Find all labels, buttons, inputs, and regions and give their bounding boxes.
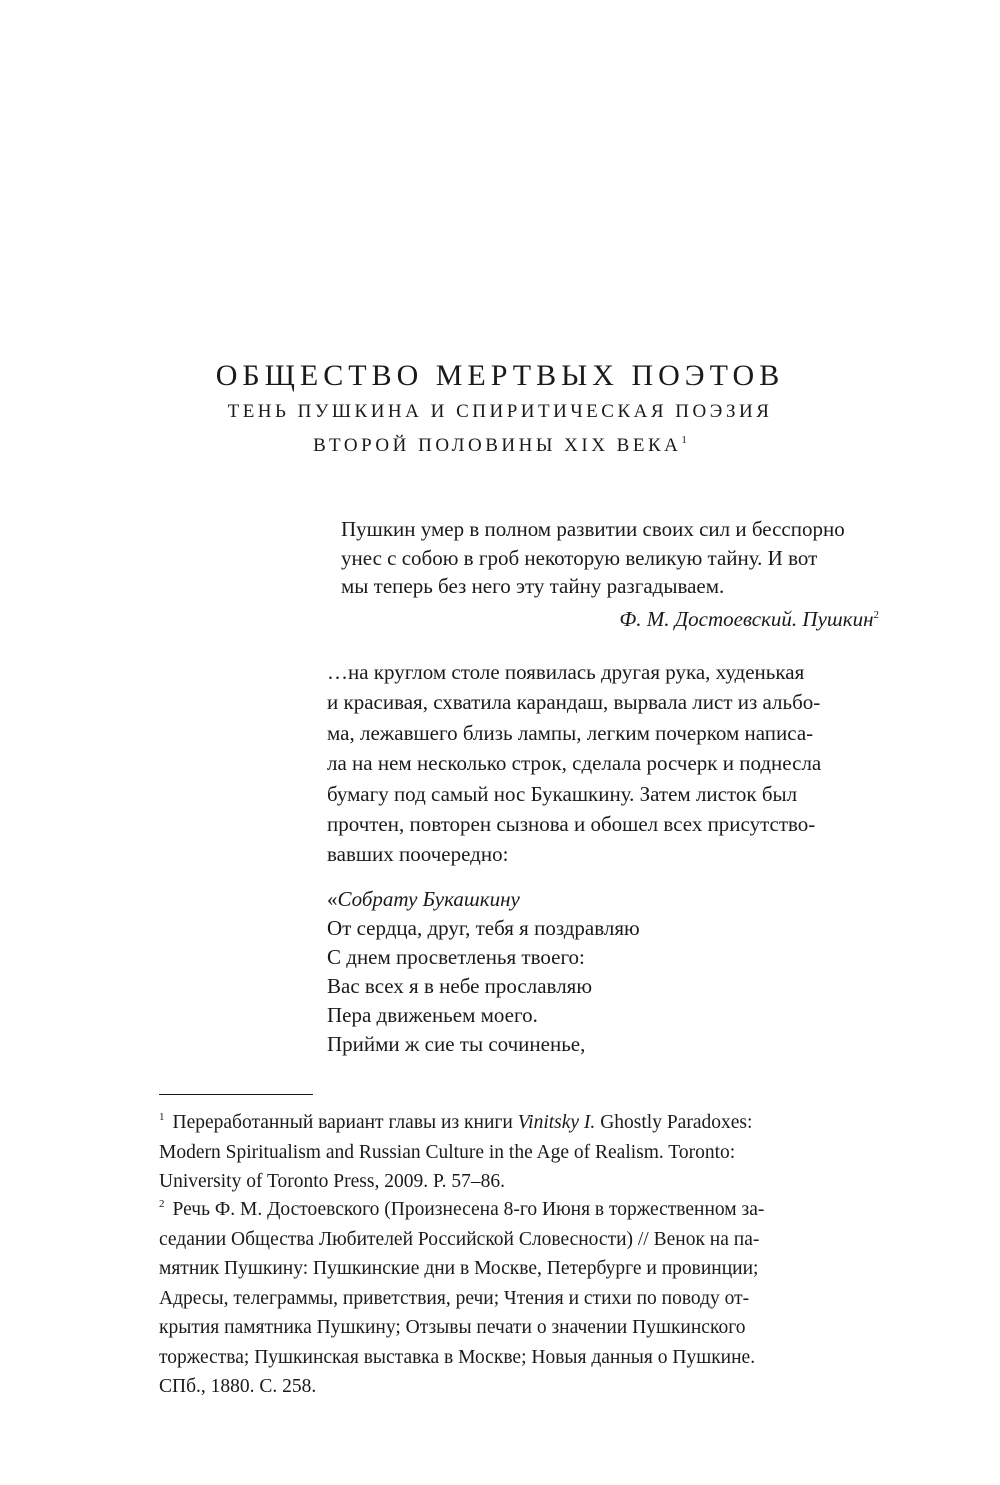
footnote-1-line [159,1103,879,1138]
footnote-2-number: 2 [159,1198,165,1210]
footnote-2-line: крытия памятника Пушкину; Отзывы печати о значении Пушкинского [159,1317,746,1338]
seance-poem [327,885,879,1059]
epigraph-line: Пушкин умер в полном развитии своих сил и бесспорно [341,517,845,541]
epigraph2-line: ма, лежавшего близь лампы, легким почерком написа- [327,720,814,745]
footnote-2-text: Речь Ф. М. Достоевского (Произнесена 8-го Июня в торжественном за- [172,1199,765,1220]
epigraph2-line: …на круглом столе появилась другая рука, худенькая [327,660,805,684]
footnote-ref-2[interactable]: 2 [873,608,879,621]
poem-line: Пера движеньем моего. [327,1003,538,1027]
subtitle-text-1: ТЕНЬ ПУШКИНА И СПИРИТИЧЕСКАЯ ПОЭЗИЯ [227,401,773,422]
footnote-2 [159,1190,879,1402]
subtitle-text-2: ВТОРОЙ ПОЛОВИНЫ XIX ВЕКА [313,435,682,456]
footnote-1-text: Переработанный вариант главы из книги [172,1112,518,1133]
epigraph-seance [327,657,879,870]
epigraph2-line: бумагу под самый нос Букашкину. Затем листок был [327,781,798,806]
chapter-subtitle-line-2 [0,426,1000,460]
footnote-2-line: седании Общества Любителей Российской Словесности) // Венок на па- [159,1228,760,1250]
footnote-1 [159,1103,879,1197]
epigraph-line: унес с собою в гроб некоторую великую тайну. И вот [341,545,818,570]
poem-line: Вас всех я в небе прославляю [327,974,593,998]
chapter-subtitle-line-1 [0,398,1000,426]
footnote-2-line: СПб., 1880. С. 258. [159,1376,317,1397]
footnote-2-line: мятник Пушкину: Пушкинские дни в Москве, Петербурге и провинции; [159,1258,759,1279]
epigraph-line: мы теперь без него эту тайну разгадываем. [341,574,725,598]
footnote-separator [159,1094,313,1095]
attribution-text: Ф. М. Достоевский. Пушкин [619,606,874,631]
epigraph2-line: и красивая, схватила карандаш, вырвала лист из альбо- [327,690,821,715]
footnote-1-line: Modern Spiritualism and Russian Culture in the Age of Realism. Toronto: [159,1141,736,1163]
epigraph2-line: ла на нем несколько строк, сделала росчерк и поднесла [327,751,822,776]
footnote-1-line: University of Toronto Press, 2009. P. 57–86. [159,1171,506,1192]
poem-line: Прийми ж сие ты сочиненье, [327,1032,586,1056]
footnote-2-line: Адресы, телеграммы, приветствия, речи; Чтения и стихи по поводу от- [159,1287,750,1309]
poem-heading [327,885,879,914]
epigraph-dostoevsky [341,515,879,633]
footnote-1-title: Ghostly Paradoxes: [595,1112,753,1133]
footnote-1-author: Vinitsky I. [517,1112,596,1133]
open-quote: « [327,887,338,911]
epigraph2-line: вавших поочередно: [327,842,509,867]
epigraph-attribution [341,601,879,634]
footnote-ref-1[interactable]: 1 [681,434,687,446]
footnote-2-line: торжества; Пушкинская выставка в Москве; Новыя данныя о Пушкине. [159,1346,756,1368]
poem-line: От сердца, друг, тебя я поздравляю [327,916,640,940]
chapter-title: ОБЩЕСТВО МЕРТВЫХ ПОЭТОВ [215,359,785,392]
epigraph2-line: прочтен, повторен сызнова и обошел всех присутство- [327,812,816,837]
poem-heading-text: Собрату Букашкину [337,887,520,911]
poem-line: С днем просветленья твоего: [327,945,585,969]
footnote-1-number: 1 [159,1111,165,1123]
footnote-2-line [159,1190,879,1225]
